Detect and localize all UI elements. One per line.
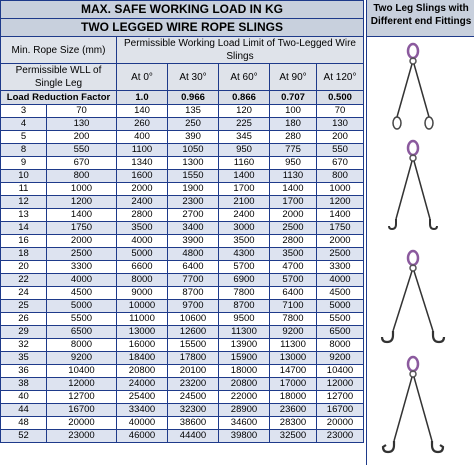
table-cell: 8700 (168, 287, 219, 300)
table-cell: 7100 (270, 300, 317, 313)
table-cell: 16000 (117, 339, 168, 352)
table-cell: 1750 (47, 222, 117, 235)
table-row (1, 352, 364, 365)
table-cell: 5700 (219, 261, 270, 274)
table-cell: 6400 (168, 261, 219, 274)
table-cell: 13 (1, 209, 47, 222)
table-cell: 950 (270, 157, 317, 170)
sling-hook-icon (389, 141, 437, 229)
table-cell: 39800 (219, 430, 270, 443)
table-cell: 34600 (219, 417, 270, 430)
side-title: Two Leg Slings with Different end Fittings (367, 0, 474, 37)
table-cell: 4700 (270, 261, 317, 274)
table-cell: 22 (1, 274, 47, 287)
table-row (1, 313, 364, 326)
table-cell: 1700 (219, 183, 270, 196)
table-cell: 16 (1, 235, 47, 248)
table-cell: 20000 (317, 417, 364, 430)
header-angle-0: At 0° (117, 64, 168, 91)
table-cell: 2000 (317, 235, 364, 248)
table-cell: 4500 (317, 287, 364, 300)
table-cell: 1300 (168, 157, 219, 170)
table-row (1, 157, 364, 170)
sling-eye-thimble-icon (393, 44, 433, 129)
table-cell: 1200 (47, 196, 117, 209)
table-cell: 12600 (168, 326, 219, 339)
table-cell: 100 (270, 105, 317, 118)
table-cell: 280 (270, 131, 317, 144)
table-cell: 15500 (168, 339, 219, 352)
table-cell: 18000 (219, 365, 270, 378)
table-cell: 9700 (168, 300, 219, 313)
table-cell: 2500 (270, 222, 317, 235)
table-cell: 5 (1, 131, 47, 144)
table-cell: 12000 (317, 378, 364, 391)
table-cell: 10400 (317, 365, 364, 378)
table-cell: 7800 (219, 287, 270, 300)
table-cell: 70 (317, 105, 364, 118)
table-title-line2: TWO LEGGED WIRE ROPE SLINGS (1, 19, 364, 37)
table-cell: 9500 (219, 313, 270, 326)
table-cell: 9200 (317, 352, 364, 365)
table-cell: 1700 (270, 196, 317, 209)
table-cell: 5000 (47, 300, 117, 313)
table-cell: 28300 (270, 417, 317, 430)
table-cell: 950 (219, 144, 270, 157)
table-row (1, 417, 364, 430)
table-cell: 1130 (270, 170, 317, 183)
table-cell: 44 (1, 404, 47, 417)
table-cell: 15900 (219, 352, 270, 365)
table-cell: 670 (47, 157, 117, 170)
table-cell: 3500 (270, 248, 317, 261)
sling-illustrations-panel (366, 0, 474, 465)
table-cell: 4000 (47, 274, 117, 287)
table-cell: 11 (1, 183, 47, 196)
table-cell: 130 (317, 118, 364, 131)
table-cell: 16700 (317, 404, 364, 417)
table-cell: 8700 (219, 300, 270, 313)
table-cell: 5500 (47, 313, 117, 326)
table-cell: 12 (1, 196, 47, 209)
table-row (1, 391, 364, 404)
table-cell: 1400 (219, 170, 270, 183)
table-cell: 7700 (168, 274, 219, 287)
table-cell: 670 (317, 157, 364, 170)
table-cell: 1600 (117, 170, 168, 183)
table-cell: 1400 (317, 209, 364, 222)
table-cell: 8000 (47, 339, 117, 352)
table-row (1, 235, 364, 248)
header-pwll-two-legged: Permissible Working Load Limit of Two-Legged Wire Slings (117, 37, 364, 64)
table-cell: 20 (1, 261, 47, 274)
header-permissible-wll: Permissible WLL of Single Leg (1, 64, 117, 91)
table-cell: 4000 (317, 274, 364, 287)
table-cell: 36 (1, 365, 47, 378)
table-cell: 4000 (117, 235, 168, 248)
table-cell: 16700 (47, 404, 117, 417)
table-cell: 2000 (117, 183, 168, 196)
table-cell: 130 (47, 118, 117, 131)
table-cell: 28900 (219, 404, 270, 417)
table-cell: 12700 (47, 391, 117, 404)
table-cell: 1750 (317, 222, 364, 235)
table-row (1, 326, 364, 339)
table-cell: 3400 (168, 222, 219, 235)
table-cell: 2000 (270, 209, 317, 222)
table-cell: 20000 (47, 417, 117, 430)
table-cell: 25 (1, 300, 47, 313)
table-cell: 8000 (317, 339, 364, 352)
table-row (1, 183, 364, 196)
table-cell: 32 (1, 339, 47, 352)
load-reduction-label: Load Reduction Factor (1, 91, 117, 105)
table-cell: 2300 (168, 196, 219, 209)
table-cell: 2400 (117, 196, 168, 209)
table-cell: 2500 (47, 248, 117, 261)
table-cell: 8000 (117, 274, 168, 287)
table-cell: 5000 (317, 300, 364, 313)
table-cell: 2400 (219, 209, 270, 222)
table-cell: 44400 (168, 430, 219, 443)
table-cell: 3900 (168, 235, 219, 248)
table-cell: 23200 (168, 378, 219, 391)
table-row (1, 131, 364, 144)
table-cell: 400 (117, 131, 168, 144)
table-row (1, 105, 364, 118)
table-cell: 3300 (47, 261, 117, 274)
table-cell: 10600 (168, 313, 219, 326)
header-angle-60: At 60° (219, 64, 270, 91)
table-cell: 20800 (117, 365, 168, 378)
table-cell: 11000 (117, 313, 168, 326)
sling-eye-hook-icon (382, 251, 444, 342)
table-cell: 1000 (317, 183, 364, 196)
table-cell: 26 (1, 313, 47, 326)
table-row (1, 248, 364, 261)
table-cell: 23000 (317, 430, 364, 443)
lrf-60: 0.866 (219, 91, 270, 105)
table-cell: 800 (47, 170, 117, 183)
table-cell: 23000 (47, 430, 117, 443)
table-title-line1: MAX. SAFE WORKING LOAD IN KG (1, 1, 364, 19)
table-cell: 9000 (117, 287, 168, 300)
table-cell: 10000 (117, 300, 168, 313)
lrf-0: 1.0 (117, 91, 168, 105)
table-cell: 200 (47, 131, 117, 144)
table-cell: 180 (270, 118, 317, 131)
table-cell: 775 (270, 144, 317, 157)
table-row (1, 404, 364, 417)
table-cell: 12700 (317, 391, 364, 404)
table-cell: 1400 (47, 209, 117, 222)
table-cell: 3 (1, 105, 47, 118)
table-row (1, 378, 364, 391)
table-cell: 18400 (117, 352, 168, 365)
table-row (1, 222, 364, 235)
table-cell: 6400 (270, 287, 317, 300)
table-cell: 1200 (317, 196, 364, 209)
table-cell: 8 (1, 144, 47, 157)
table-cell: 3300 (317, 261, 364, 274)
table-row (1, 339, 364, 352)
table-cell: 40 (1, 391, 47, 404)
table-cell: 3500 (117, 222, 168, 235)
table-cell: 5700 (270, 274, 317, 287)
table-cell: 135 (168, 105, 219, 118)
table-cell: 550 (317, 144, 364, 157)
table-cell: 1050 (168, 144, 219, 157)
table-cell: 23600 (270, 404, 317, 417)
table-cell: 1900 (168, 183, 219, 196)
table-cell: 1340 (117, 157, 168, 170)
table-cell: 10 (1, 170, 47, 183)
table-cell: 24000 (117, 378, 168, 391)
table-cell: 2800 (270, 235, 317, 248)
table-cell: 13000 (270, 352, 317, 365)
table-cell: 5000 (117, 248, 168, 261)
table-cell: 1160 (219, 157, 270, 170)
table-cell: 25400 (117, 391, 168, 404)
lrf-30: 0.966 (168, 91, 219, 105)
table-cell: 18 (1, 248, 47, 261)
table-row (1, 196, 364, 209)
sling-illustrations (367, 37, 474, 465)
table-cell: 70 (47, 105, 117, 118)
table-cell: 5500 (317, 313, 364, 326)
table-cell: 13000 (117, 326, 168, 339)
table-cell: 46000 (117, 430, 168, 443)
table-cell: 4500 (47, 287, 117, 300)
table-cell: 17000 (270, 378, 317, 391)
table-cell: 2500 (317, 248, 364, 261)
table-cell: 48 (1, 417, 47, 430)
table-cell: 6500 (47, 326, 117, 339)
table-cell: 32500 (270, 430, 317, 443)
table-cell: 3500 (219, 235, 270, 248)
sling-latch-hook-icon (383, 357, 443, 452)
table-cell: 35 (1, 352, 47, 365)
table-cell: 2800 (117, 209, 168, 222)
lrf-90: 0.707 (270, 91, 317, 105)
table-cell: 22000 (219, 391, 270, 404)
table-cell: 4300 (219, 248, 270, 261)
table-cell: 32300 (168, 404, 219, 417)
table-row (1, 170, 364, 183)
table-cell: 18000 (270, 391, 317, 404)
header-angle-120: At 120° (317, 64, 364, 91)
table-cell: 7800 (270, 313, 317, 326)
table-cell: 1000 (47, 183, 117, 196)
table-cell: 24 (1, 287, 47, 300)
table-row (1, 287, 364, 300)
table-cell: 4 (1, 118, 47, 131)
header-rope-size: Min. Rope Size (mm) (1, 37, 117, 64)
table-cell: 250 (168, 118, 219, 131)
table-cell: 17800 (168, 352, 219, 365)
table-row (1, 300, 364, 313)
table-cell: 20100 (168, 365, 219, 378)
table-cell: 550 (47, 144, 117, 157)
table-cell: 225 (219, 118, 270, 131)
table-cell: 11300 (219, 326, 270, 339)
table-cell: 24500 (168, 391, 219, 404)
table-row (1, 274, 364, 287)
table-row (1, 209, 364, 222)
table-cell: 29 (1, 326, 47, 339)
table-cell: 20800 (219, 378, 270, 391)
table-cell: 140 (117, 105, 168, 118)
table-cell: 2100 (219, 196, 270, 209)
table-cell: 2000 (47, 235, 117, 248)
table-cell: 40000 (117, 417, 168, 430)
table-cell: 800 (317, 170, 364, 183)
table-row (1, 430, 364, 443)
table-row (1, 144, 364, 157)
table-cell: 38 (1, 378, 47, 391)
table-cell: 11300 (270, 339, 317, 352)
table-cell: 33400 (117, 404, 168, 417)
table-row (1, 261, 364, 274)
table-row (1, 118, 364, 131)
table-cell: 1400 (270, 183, 317, 196)
table-cell: 14700 (270, 365, 317, 378)
table-row (1, 365, 364, 378)
table-cell: 4800 (168, 248, 219, 261)
table-cell: 9200 (47, 352, 117, 365)
table-cell: 260 (117, 118, 168, 131)
table-cell: 200 (317, 131, 364, 144)
table-cell: 12000 (47, 378, 117, 391)
table-cell: 1100 (117, 144, 168, 157)
header-angle-90: At 90° (270, 64, 317, 91)
table-cell: 6600 (117, 261, 168, 274)
table-cell: 390 (168, 131, 219, 144)
table-cell: 14 (1, 222, 47, 235)
table-cell: 3000 (219, 222, 270, 235)
table-cell: 2700 (168, 209, 219, 222)
header-angle-30: At 30° (168, 64, 219, 91)
table-cell: 52 (1, 430, 47, 443)
lrf-120: 0.500 (317, 91, 364, 105)
table-cell: 6500 (317, 326, 364, 339)
table-cell: 9 (1, 157, 47, 170)
table-cell: 6900 (219, 274, 270, 287)
table-cell: 10400 (47, 365, 117, 378)
table-cell: 13900 (219, 339, 270, 352)
table-cell: 1550 (168, 170, 219, 183)
table-cell: 9200 (270, 326, 317, 339)
table-cell: 38600 (168, 417, 219, 430)
table-cell: 345 (219, 131, 270, 144)
table-cell: 120 (219, 105, 270, 118)
